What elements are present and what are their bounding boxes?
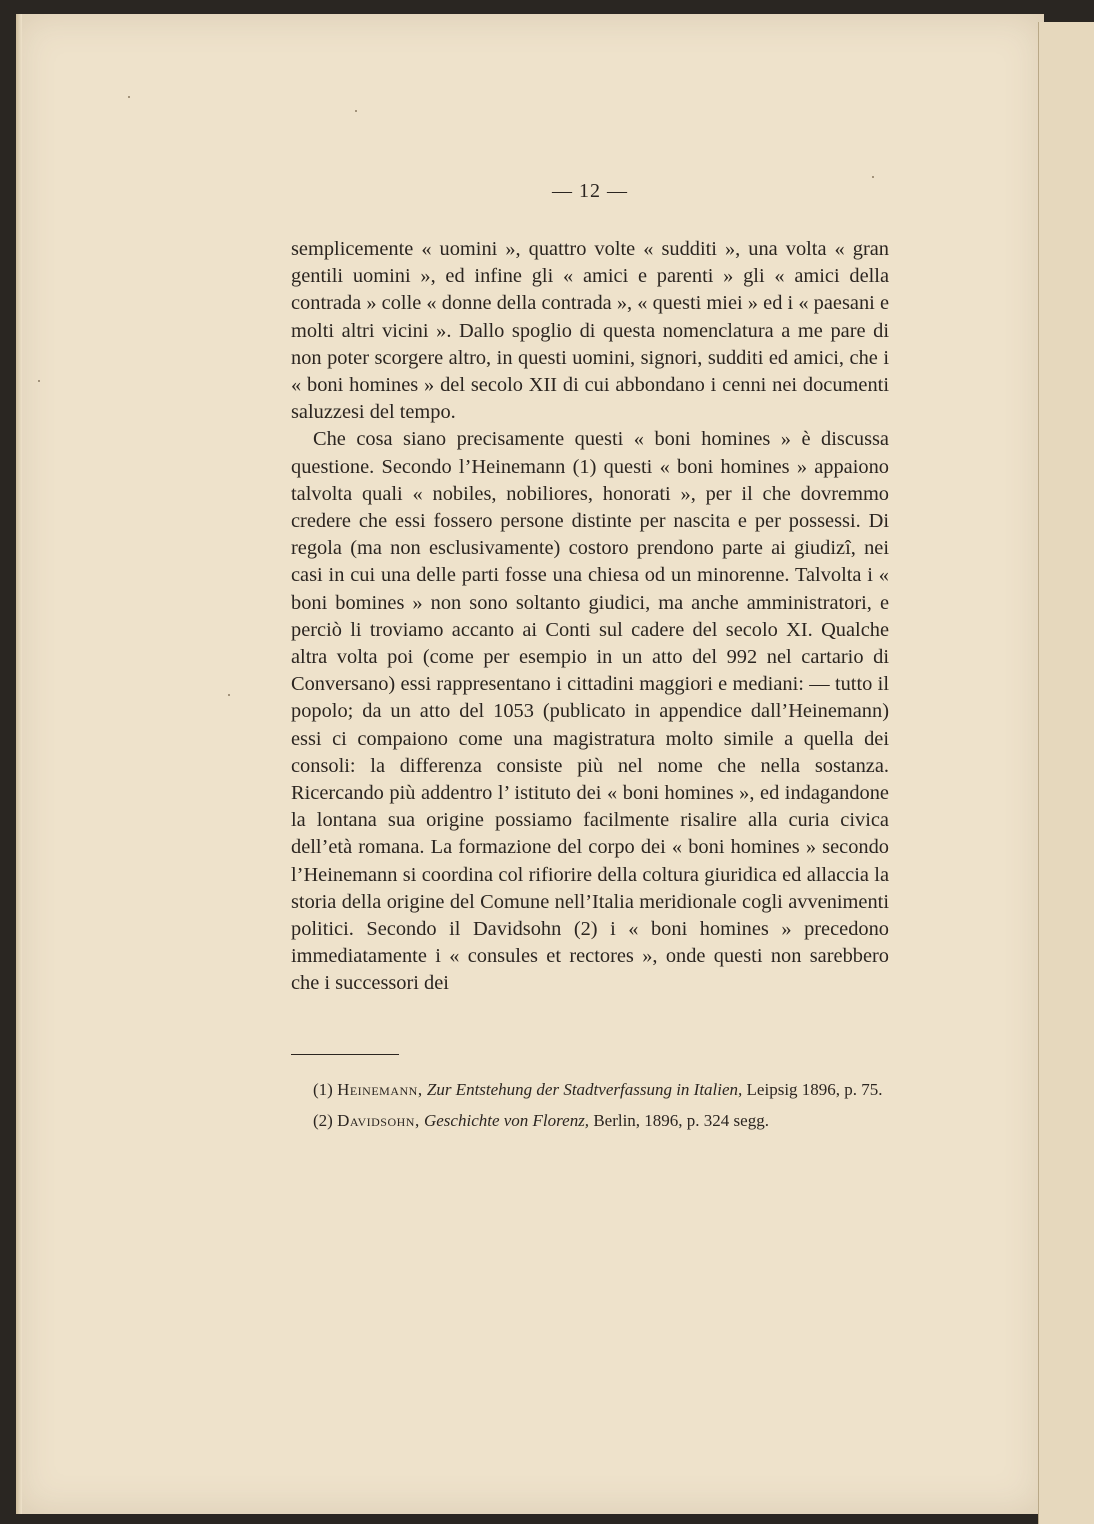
paper-speck xyxy=(228,694,230,696)
paper-speck xyxy=(872,176,874,178)
footnote-title: Zur Entstehung der Stadtverfassung in Italien, xyxy=(426,1079,743,1099)
paper-speck xyxy=(355,110,357,112)
footnote-rest: Berlin, 1896, p. 324 segg. xyxy=(593,1110,769,1130)
page-binding-shadow xyxy=(16,14,22,1514)
footnote-marker: (2) xyxy=(313,1110,333,1130)
footnotes xyxy=(291,1077,889,1133)
footnote xyxy=(291,1077,889,1102)
body-text xyxy=(291,236,889,998)
footnote-author: Heinemann, xyxy=(337,1079,423,1099)
footnote-marker: (1) xyxy=(313,1079,333,1099)
paragraph: semplicemente « uomini », quattro volte « sudditi », una volta « gran gentili uomini », ed infine gli « amici e parenti » gli « amici della contrada » colle « donne della contrada », « questi miei » ed i « paesani e molti altri vicini ». Dallo spoglio di questa nomenclatura a me pare di non poter scorgere altro, in questi uomini, signori, sudditi ed amici, che i « boni homines » del secolo XII di cui abbondano i cenni nei documenti saluzzesi del tempo. xyxy=(291,238,889,424)
next-page-edge xyxy=(1038,22,1094,1524)
paper-speck xyxy=(128,96,130,98)
footnote-rule xyxy=(291,1054,399,1055)
footnote-rest: Leipsig 1896, p. 75. xyxy=(746,1079,883,1099)
paragraph: Che cosa siano precisamente questi « boni homines » è discussa questione. Secondo l’Heinemann (1) questi « boni homines » appaiono talvolta quali « nobiles, nobiliores, honorati », per il che dovremmo credere che essi fossero persone distinte per nascita e per possessi. Di regola (ma non esclusivamente) costoro prendono parte ai giudizî, nei casi in cui una delle parti fosse una chiesa od un minorenne. Talvolta i « boni bomines » non sono soltanto giudici, ma anche amministratori, e perciò li troviamo accanto ai Conti sul cadere del secolo XI. Qualche altra volta poi (come per esempio in un atto del 992 nel cartario di Conversano) essi rappresentano i cittadini maggiori e mediani: — tutto il popolo; da un atto del 1053 (publicato in appendice dall’Heinemann) essi ci compaiono come una magistratura molto simile a quella dei consoli: la differenza consiste più nel nome che nella sostanza. Ricercando più addentro l’ istituto dei « boni homines », ed indagandone la lontana sua origine possiamo facilmente risalire alla curia civica dell’età romana. La formazione del corpo dei « boni homines » secondo l’Heinemann si coordina col rifiorire della coltura giuridica ed allaccia la storia della origine del Comune nell’Italia meridionale cogli avvenimenti politici. Secondo il Davidsohn (2) i « boni homines » precedono immediatamente i « consules et rectores », onde questi non sarebbero che i successori dei xyxy=(291,428,889,995)
footnote-title: Geschichte von Florenz, xyxy=(423,1110,590,1130)
footnote xyxy=(291,1108,889,1133)
page-number: — 12 — xyxy=(552,180,628,202)
footnote-author: Davidsohn, xyxy=(337,1110,420,1130)
paper-speck xyxy=(38,380,40,382)
text-block xyxy=(291,180,889,1133)
